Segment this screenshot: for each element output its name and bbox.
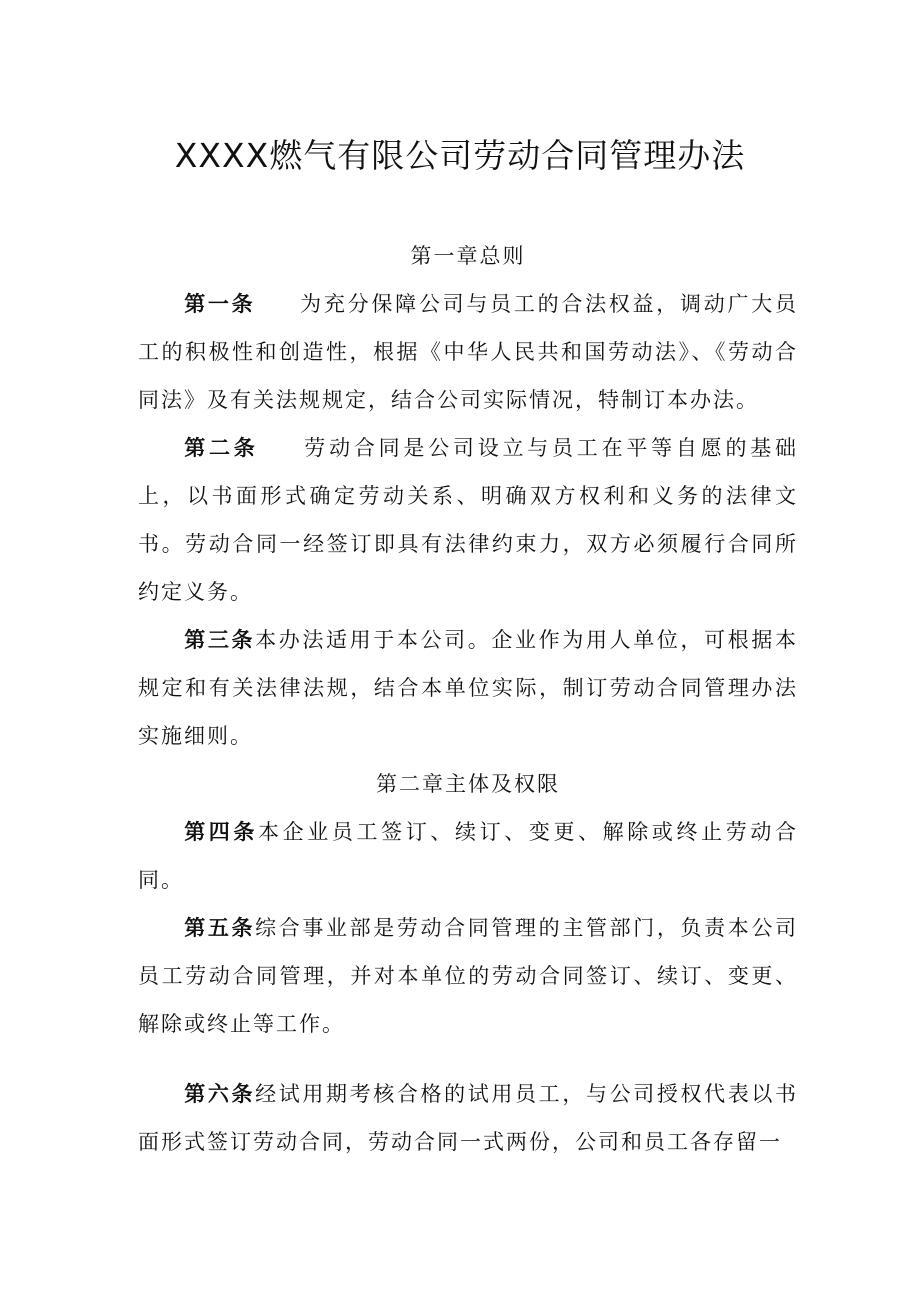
document-body bbox=[138, 232, 798, 1166]
article-text: 本办法适用于本公司。企业作为用人单位，可根据本规定和有关法律法规，结合本单位实际，制订劳动合同管理办法实施细则。 bbox=[138, 628, 799, 748]
article-4 bbox=[138, 808, 798, 904]
article-text: 综合事业部是劳动合同管理的主管部门，负责本公司员工劳动合同管理，并对本单位的劳动合同签订、续订、变更、解除或终止等工作。 bbox=[138, 916, 799, 1036]
article-label: 第四条 bbox=[184, 820, 259, 844]
chapter-heading: 第一章总则 bbox=[410, 244, 526, 268]
article-text: 劳动合同是公司设立与员工在平等自愿的基础上，以书面形式确定劳动关系、明确双方权利和义务的法律文书。劳动合同一经签订即具有法律约束力，双方必须履行合同所约定义务。 bbox=[138, 436, 799, 604]
article-label: 第一条 bbox=[184, 292, 256, 316]
document-title: XXXX燃气有限公司劳动合同管理办法 bbox=[174, 136, 746, 175]
article-label: 第六条 bbox=[184, 1082, 256, 1106]
article-text: 本企业员工签订、续订、变更、解除或终止劳动合同。 bbox=[138, 820, 799, 892]
article-text: 为充分保障公司与员工的合法权益，调动广大员工的积极性和创造性，根据《中华人民共和国劳动法》、《劳动合同法》及有关法规规定，结合公司实际情况，特制订本办法。 bbox=[138, 292, 799, 412]
article-6 bbox=[138, 1070, 798, 1166]
article-1 bbox=[138, 280, 798, 424]
paragraph-spacer bbox=[138, 1048, 798, 1070]
article-3 bbox=[138, 616, 798, 760]
article-2 bbox=[138, 424, 798, 616]
article-5 bbox=[138, 904, 798, 1048]
article-label: 第二条 bbox=[184, 436, 259, 460]
article-text: 经试用期考核合格的试用员工，与公司授权代表以书面形式签订劳动合同，劳动合同一式两份，公司和员工各存留一 bbox=[138, 1082, 799, 1154]
article-label: 第三条 bbox=[184, 628, 256, 652]
chapter-heading: 第二章主体及权限 bbox=[376, 772, 560, 796]
article-label: 第五条 bbox=[184, 916, 256, 940]
